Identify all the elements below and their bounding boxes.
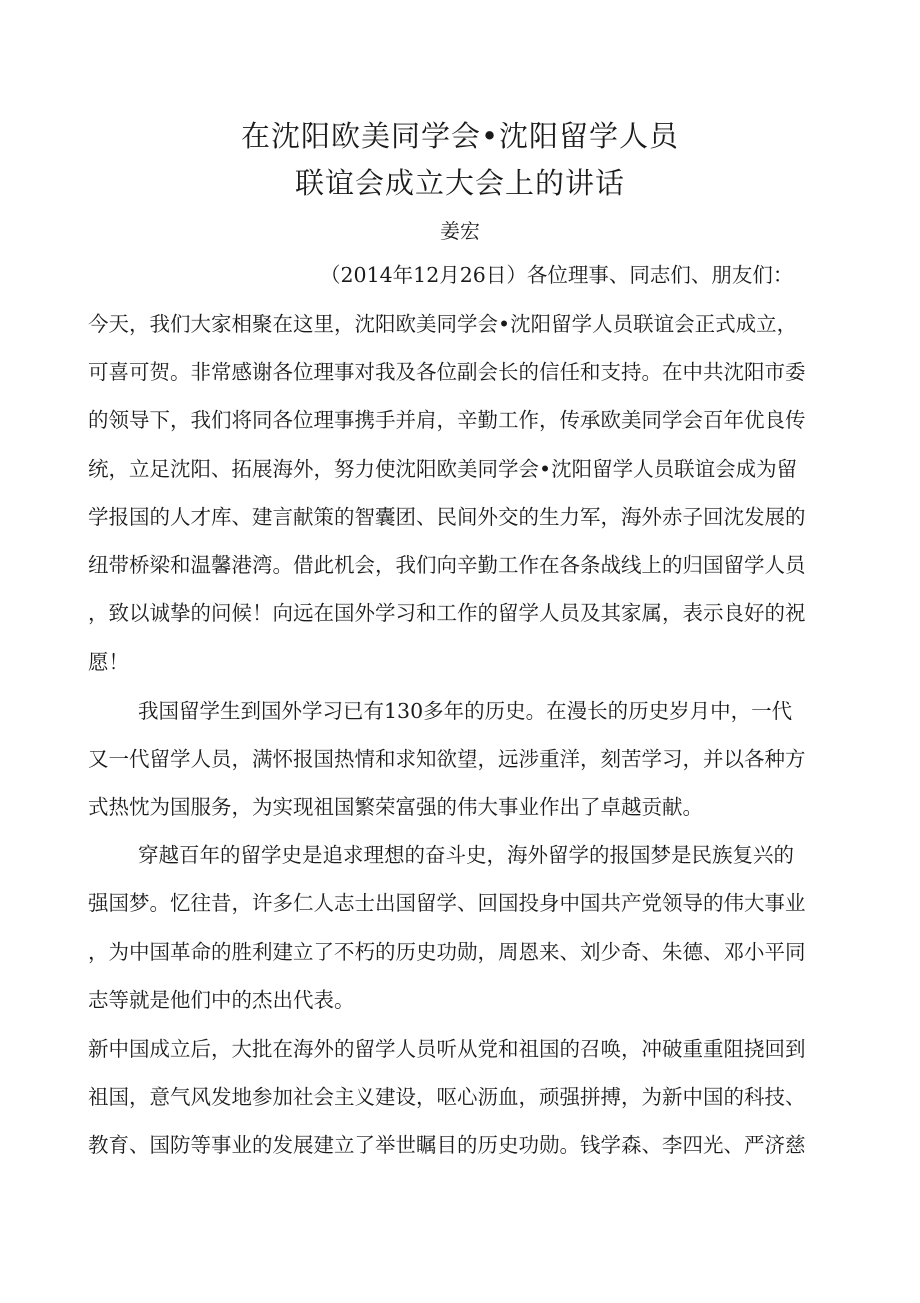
body-line: 强国梦。忆往昔，许多仁人志士出国留学、回国投身中国共产党领导的伟大事业 [88, 891, 806, 915]
title-line-1: 在沈阳欧美同学会•沈阳留学人员 [240, 119, 680, 153]
body-line: 愿！ [88, 650, 129, 674]
body-line: 今天，我们大家相聚在这里，沈阳欧美同学会•沈阳留学人员联谊会正式成立， [88, 312, 798, 336]
body-line: 学报国的人才库、建言献策的智囊团、民间外交的生力军，海外赤子回沈发展的 [88, 505, 806, 529]
body-line: 新中国成立后，大批在海外的留学人员听从党和祖国的召唤，冲破重重阻挠回到 [88, 1037, 806, 1061]
body-line: 祖国，意气风发地参加社会主义建设，呕心沥血，顽强拼搏，为新中国的科技、 [88, 1085, 806, 1109]
author: 姜宏 [440, 219, 480, 243]
body-line: 志等就是他们中的杰出代表。 [88, 988, 355, 1012]
title-line-2: 联谊会成立大会上的讲话 [294, 166, 625, 200]
body-line: 又一代留学人员，满怀报国热情和求知欲望，远涉重洋，刻苦学习，并以各种方 [88, 747, 806, 771]
body-line: 的领导下，我们将同各位理事携手并肩，辛勤工作，传承欧美同学会百年优良传 [88, 408, 806, 432]
body-line: 纽带桥梁和温馨港湾。借此机会，我们向辛勤工作在各条战线上的归国留学人员 [88, 553, 806, 577]
body-line: 式热忱为国服务，为实现祖国繁荣富强的伟大事业作出了卓越贡献。 [88, 795, 703, 819]
body-line: ，为中国革命的胜利建立了不朽的历史功勋，周恩来、刘少奇、朱德、邓小平同 [88, 940, 806, 964]
date-and-salutation: （2014年12月26日）各位理事、同志们、朋友们： [320, 263, 794, 287]
body-line: 我国留学生到国外学习已有130多年的历史。在漫长的历史岁月中，一代 [138, 699, 793, 723]
body-line: 教育、国防等事业的发展建立了举世瞩目的历史功勋。钱学森、李四光、严济慈 [88, 1133, 806, 1157]
body-line: 可喜可贺。非常感谢各位理事对我及各位副会长的信任和支持。在中共沈阳市委 [88, 360, 806, 384]
body-line: ，致以诚挚的问候！向远在国外学习和工作的留学人员及其家属，表示良好的祝 [88, 601, 806, 625]
body-line: 统，立足沈阳、拓展海外，努力使沈阳欧美同学会•沈阳留学人员联谊会成为留 [88, 457, 798, 481]
body-line: 穿越百年的留学史是追求理想的奋斗史，海外留学的报国梦是民族复兴的 [138, 843, 794, 867]
